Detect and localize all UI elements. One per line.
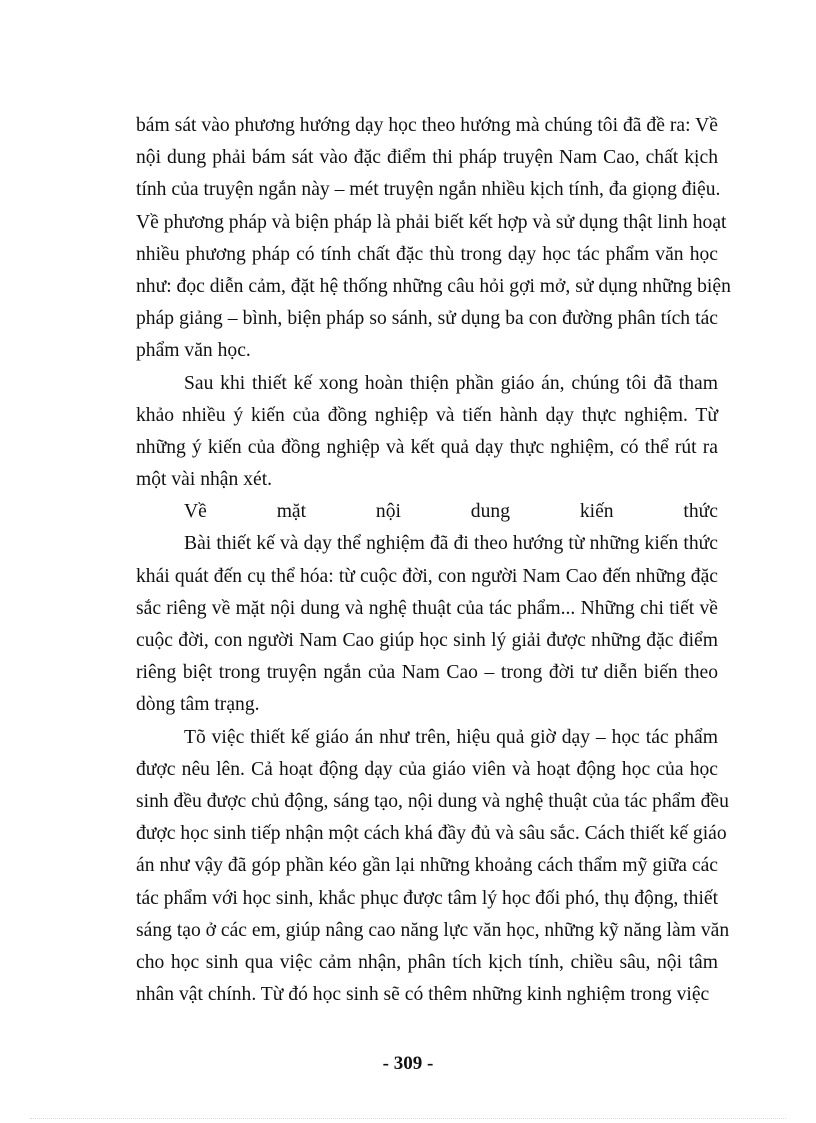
text-line: bám sát vào phương hướng dạy học theo hướng mà chúng tôi đã đề ra: Về <box>136 115 718 136</box>
text-line: những ý kiến của đồng nghiệp và kết quả dạy thực nghiệm, có thể rút ra <box>136 436 718 458</box>
text-line: Sau khi thiết kế xong hoàn thiện phần giáo án, chúng tôi đã tham <box>184 372 718 394</box>
text-line: sinh đều được chủ động, sáng tạo, nội dung và nghệ thuật của tác phẩm đều <box>136 790 729 812</box>
text-line: cuộc đời, con người Nam Cao giúp học sinh lý giải được những đặc điểm <box>136 630 718 651</box>
section-heading-line: Về mặt nội dung kiến thức <box>184 501 718 523</box>
text-line: Bài thiết kế và dạy thể nghiệm đã đi theo hướng từ những kiến thức <box>184 533 718 555</box>
text-line: nhiều phương pháp có tính chất đặc thù trong dạy học tác phẩm văn học <box>136 243 718 265</box>
text-line: dòng tâm trạng. <box>136 694 260 716</box>
text-line: sáng tạo ở các em, giúp nâng cao năng lực văn học, những kỹ năng làm văn <box>136 919 730 941</box>
text-line: sắc riêng về mặt nội dung và nghệ thuật của tác phẩm... Những chi tiết về <box>136 597 718 619</box>
text-line: phẩm văn học. <box>136 340 251 362</box>
text-line: được nêu lên. Cả hoạt động dạy của giáo viên và hoạt động học của học <box>136 758 718 780</box>
text-line: một vài nhận xét. <box>136 469 273 491</box>
body-text <box>136 110 731 1011</box>
text-line: riêng biệt trong truyện ngắn của Nam Cao – trong đời tư diễn biến theo <box>136 662 718 684</box>
text-line: cho học sinh qua việc cảm nhận, phân tích kịch tính, chiều sâu, nội tâm <box>136 951 718 973</box>
text-line: Về phương pháp và biện pháp là phải biết kết hợp và sử dụng thật linh hoạt <box>136 211 727 233</box>
text-line: nhân vật chính. Từ đó học sinh sẽ có thêm những kinh nghiệm trong việc <box>136 984 710 1006</box>
text-line: tính của truyện ngắn này – mét truyện ngắn nhiều kịch tính, đa giọng điệu. <box>136 179 721 201</box>
text-line: như: đọc diễn cảm, đặt hệ thống những câu hỏi gợi mở, sử dụng những biện <box>136 275 731 297</box>
page-number: - 309 - <box>382 1053 434 1074</box>
text-line: pháp giảng – bình, biện pháp so sánh, sử dụng ba con đường phân tích tác <box>136 308 718 330</box>
text-line: khảo nhiều ý kiến của đồng nghiệp và tiến hành dạy thực nghiệm. Từ <box>136 404 718 426</box>
text-line: Tõ việc thiết kế giáo án như trên, hiệu quả giờ dạy – học tác phẩm <box>184 726 718 748</box>
text-line: khái quát đến cụ thể hóa: từ cuộc đời, con người Nam Cao đến những đặc <box>136 565 718 587</box>
text-line: án như vậy đã góp phần kéo gần lại những khoảng cách thẩm mỹ giữa các <box>136 855 718 877</box>
text-line: tác phẩm với học sinh, khắc phục được tâm lý học đối phó, thụ động, thiết <box>136 887 719 909</box>
text-line: nội dung phải bám sát vào đặc điểm thi pháp truyện Nam Cao, chất kịch <box>136 147 718 169</box>
text-line: được học sinh tiếp nhận một cách khá đầy đủ và sâu sắc. Cách thiết kế giáo <box>136 823 727 845</box>
footer-divider <box>30 1118 786 1119</box>
